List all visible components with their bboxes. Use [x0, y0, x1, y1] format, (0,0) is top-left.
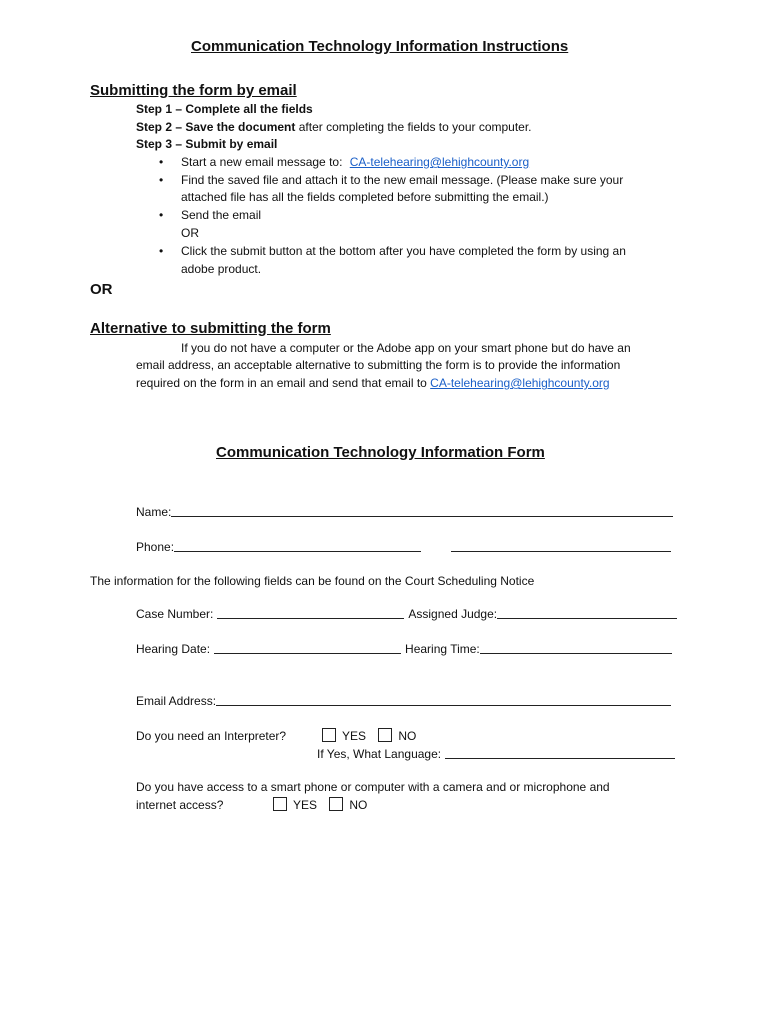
step-2-label: Step 2 – Save the document	[136, 120, 296, 134]
access-options	[273, 797, 367, 814]
access-yes-label: YES	[293, 798, 318, 812]
name-label: Name:	[136, 505, 172, 519]
interpreter-yes-label: YES	[342, 729, 367, 743]
interpreter-question: Do you need an Interpreter?	[136, 729, 287, 743]
bullet-dot-4: •	[159, 244, 164, 258]
step-2-text: after completing the fields to your computer.	[295, 120, 532, 134]
language-row	[317, 746, 675, 763]
access-no-checkbox[interactable]	[329, 797, 343, 811]
bullet-3: Send the email	[181, 208, 262, 222]
bullet-3-or: OR	[181, 226, 199, 240]
name-field[interactable]	[171, 504, 673, 517]
phone-field-2[interactable]	[451, 539, 671, 552]
bullet-2-line-2: attached file has all the fields completed before submitting the email.)	[181, 190, 549, 204]
case-number-label: Case Number:	[136, 607, 214, 621]
bullet-1-text: Start a new email message to:	[181, 155, 346, 169]
case-number-field[interactable]	[217, 606, 404, 619]
alternative-line-2: email address, an acceptable alternative to submitting the form is to provide the information	[136, 358, 621, 372]
or-separator: OR	[90, 281, 113, 298]
notice-text: The information for the following fields can be found on the Court Scheduling Notice	[90, 574, 535, 588]
bullet-2-line-1: Find the saved file and attach it to the new email message. (Please make sure your	[181, 173, 624, 187]
bullet-4-line-1: Click the submit button at the bottom after you have completed the form by using an	[181, 244, 626, 258]
alternative-line-1: If you do not have a computer or the Adobe app on your smart phone but do have an	[181, 341, 631, 355]
interpreter-yes-checkbox[interactable]	[322, 728, 336, 742]
interpreter-no-checkbox[interactable]	[378, 728, 392, 742]
interpreter-options	[322, 728, 416, 745]
hearing-date-field[interactable]	[214, 641, 401, 654]
hearing-date-label: Hearing Date:	[136, 642, 211, 656]
access-question-line-1: Do you have access to a smart phone or computer with a camera and or microphone and	[136, 780, 610, 794]
bullet-4-line-2: adobe product.	[181, 262, 262, 276]
email-label: Email Address:	[136, 694, 217, 708]
alternative-heading: Alternative to submitting the form	[90, 320, 331, 337]
assigned-judge-field[interactable]	[497, 606, 677, 619]
email-section-heading: Submitting the form by email	[90, 82, 297, 99]
bullet-dot-2: •	[159, 173, 164, 187]
access-question-line-2: internet access?	[136, 798, 224, 812]
phone-label: Phone:	[136, 540, 175, 554]
hearing-date-row	[136, 641, 672, 658]
step-3: Step 3 – Submit by email	[136, 137, 278, 151]
case-number-row	[136, 606, 677, 623]
bullet-dot-3: •	[159, 208, 164, 222]
interpreter-no-label: NO	[398, 729, 417, 743]
language-field[interactable]	[445, 746, 675, 759]
email-field[interactable]	[216, 693, 671, 706]
alternative-line-3	[136, 375, 610, 392]
language-label: If Yes, What Language:	[317, 747, 442, 761]
step-1: Step 1 – Complete all the fields	[136, 102, 313, 116]
phone-row	[136, 539, 671, 556]
instructions-title: Communication Technology Information Instructions	[191, 38, 569, 55]
email-row	[136, 693, 671, 710]
name-row	[136, 504, 673, 521]
hearing-time-label: Hearing Time:	[405, 642, 480, 656]
bullet-1	[181, 154, 529, 171]
form-title: Communication Technology Information Form	[216, 444, 545, 461]
telehearing-email-link[interactable]: CA-telehearing@lehighcounty.org	[349, 155, 530, 169]
alternative-email-link[interactable]: CA-telehearing@lehighcounty.org	[430, 376, 610, 390]
access-no-label: NO	[349, 798, 368, 812]
hearing-time-field[interactable]	[480, 641, 672, 654]
access-yes-checkbox[interactable]	[273, 797, 287, 811]
alternative-line-3-text: required on the form in an email and send that email to	[136, 376, 431, 390]
step-2	[136, 119, 532, 136]
bullet-dot-1: •	[159, 155, 164, 169]
assigned-judge-label: Assigned Judge:	[408, 607, 498, 621]
phone-field-1[interactable]	[174, 539, 421, 552]
